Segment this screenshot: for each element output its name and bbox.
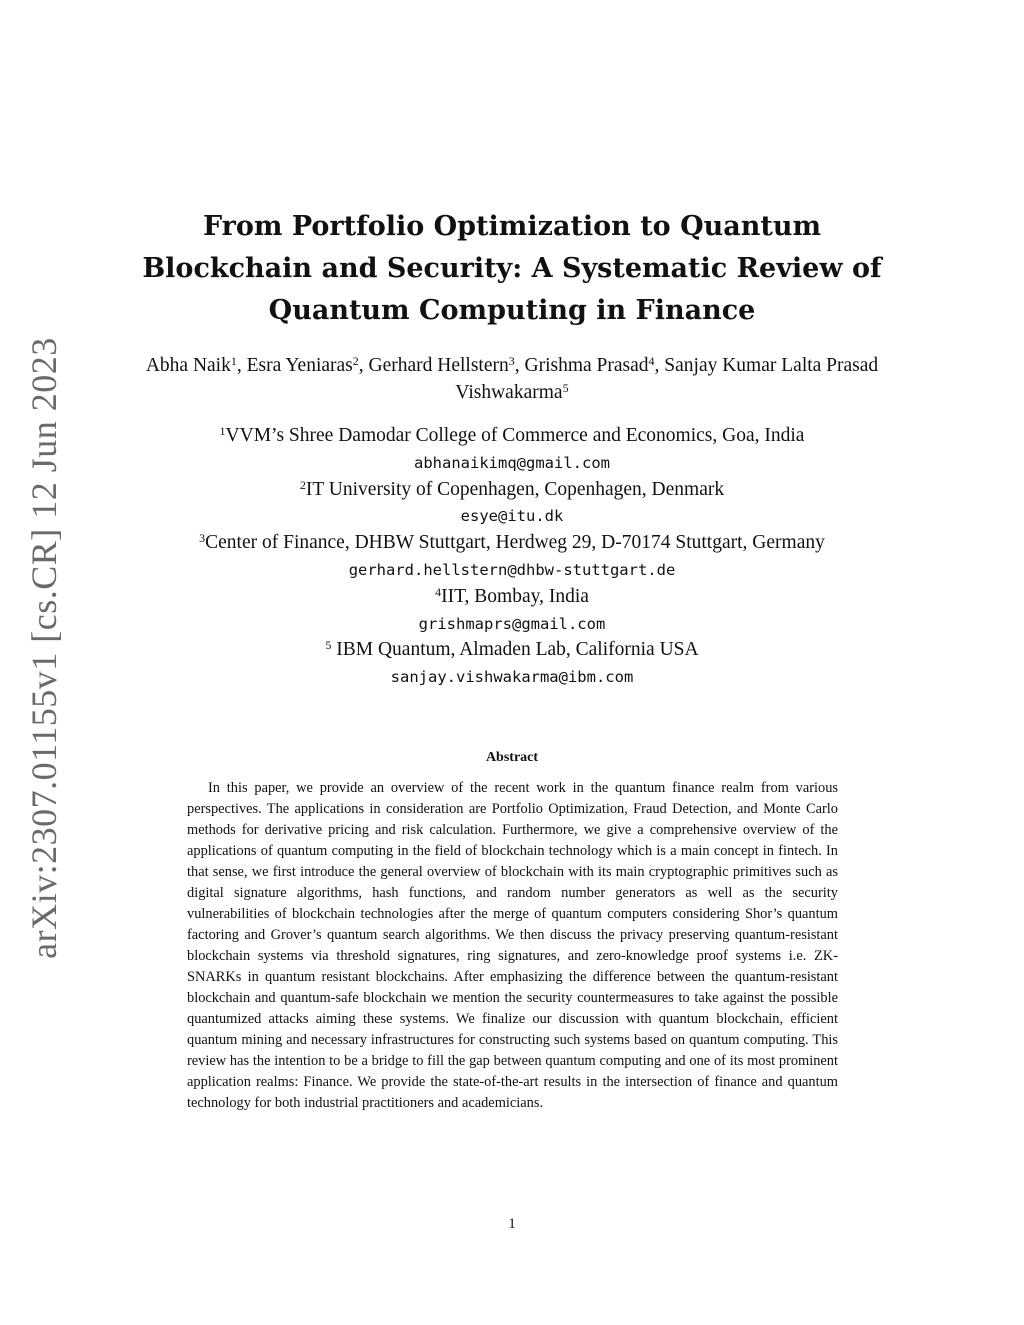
author-name: Abha Naik: [145, 355, 231, 376]
author-name: Grishma Prasad: [524, 355, 649, 376]
author-email: grishmaprs@gmail.com: [418, 614, 606, 633]
author-email: esye@itu.dk: [460, 507, 564, 526]
affiliation: [120, 584, 904, 611]
affiliation-text: IIT, Bombay, India: [441, 585, 589, 607]
affiliation-mark: 3: [199, 531, 206, 546]
paper-title: From Portfolio Optimization to Quantum Blockchain and Security: A Systematic Review of Quantum Computing in Finance: [142, 211, 882, 326]
affiliation-mark: 5: [325, 638, 332, 653]
affiliation-mark: 2: [299, 477, 306, 492]
author-affiliation-mark: 5: [562, 381, 569, 395]
author-affiliation-mark: 1: [230, 354, 237, 368]
arxiv-sidebar: [0, 0, 90, 1325]
affiliation-text: VVM’s Shree Damodar College of Commerce and Economics, Goa, India: [225, 425, 805, 446]
author-list: Abha Naik$^1$, Esra Yeniaras$^2$, Gerhard Hellstern$^3$, Grishma Prasad$^4$, Sanjay Kumar Lalta Prasad Vishwakarma$^5$: [145, 354, 879, 403]
affiliation-text: Center of Finance, DHBW Stuttgart, Herdweg 29, D-70174 Stuttgart, Germany: [205, 532, 825, 554]
affiliation-mark: 4: [435, 584, 442, 599]
arxiv-identifier: arXiv:2307.01155v1 [cs.CR] 12 Jun 2023: [24, 337, 64, 959]
author-name: Esra Yeniaras: [246, 355, 353, 376]
affiliation-mark: 1: [219, 424, 226, 438]
author-email: gerhard.hellstern@dhbw-stuttgart.de: [348, 560, 676, 579]
abstract-body: In this paper, we provide an overview of the recent work in the quantum finance realm from various perspectives. The applications in consideration are Portfolio Optimization, Fraud Detection, and Monte Carlo methods for derivative pricing and risk calculation. Furthermore, we give a comprehensive overview of the applications of quantum computing in the field of blockchain technology which is a main concept in fintech. In that sense, we first introduce the general overview of blockchain with its main cryptographic primitives such as digital signature algorithms, hash functions, and random number generators as well as the security vulnerabilities of blockchain technologies after the merge of quantum computers considering Shor’s quantum factoring and Grover’s quantum search algorithms. We then discuss the privacy preserving quantum-resistant blockchain systems via threshold signatures, ring signatures, and zero-knowledge proof systems i.e. ZK-SNARKs in quantum resistant blockchains. After emphasizing the difference between the quantum-resistant blockchain and quantum-safe blockchain we mention the security countermeasures to take against the possible quantumized attacks aiming these systems. We finalize our discussion with quantum blockchain, efficient quantum mining and necessary infrastructures for constructing such systems based on quantum computing. This review has the intention to be a bridge to fill the gap between quantum computing and one of its most prominent application realms: Finance. We provide the state-of-the-art results in the intersection of finance and quantum technology for both industrial practitioners and academicians.: [187, 780, 838, 1111]
abstract-heading: Abstract: [485, 750, 539, 765]
affiliation: [120, 477, 904, 504]
affiliation-text: IBM Quantum, Almaden Lab, California USA: [331, 639, 699, 661]
affiliation: [120, 637, 904, 664]
author-name: Gerhard Hellstern: [368, 355, 509, 376]
affiliation: [120, 423, 904, 450]
affiliation-list: [120, 423, 904, 691]
affiliation: [120, 530, 904, 557]
author-affiliation-mark: 2: [352, 354, 359, 368]
affiliation-text: IT University of Copenhagen, Copenhagen, Denmark: [305, 478, 725, 500]
author-affiliation-mark: 4: [648, 354, 655, 368]
author-affiliation-mark: 3: [508, 354, 515, 368]
author-email: abhanaikimq@gmail.com: [414, 453, 610, 472]
author-email: sanjay.vishwakarma@ibm.com: [390, 668, 634, 687]
author-name: Sanjay Kumar Lalta Prasad Vishwakarma: [455, 355, 879, 403]
page-number: 1: [508, 1216, 516, 1232]
